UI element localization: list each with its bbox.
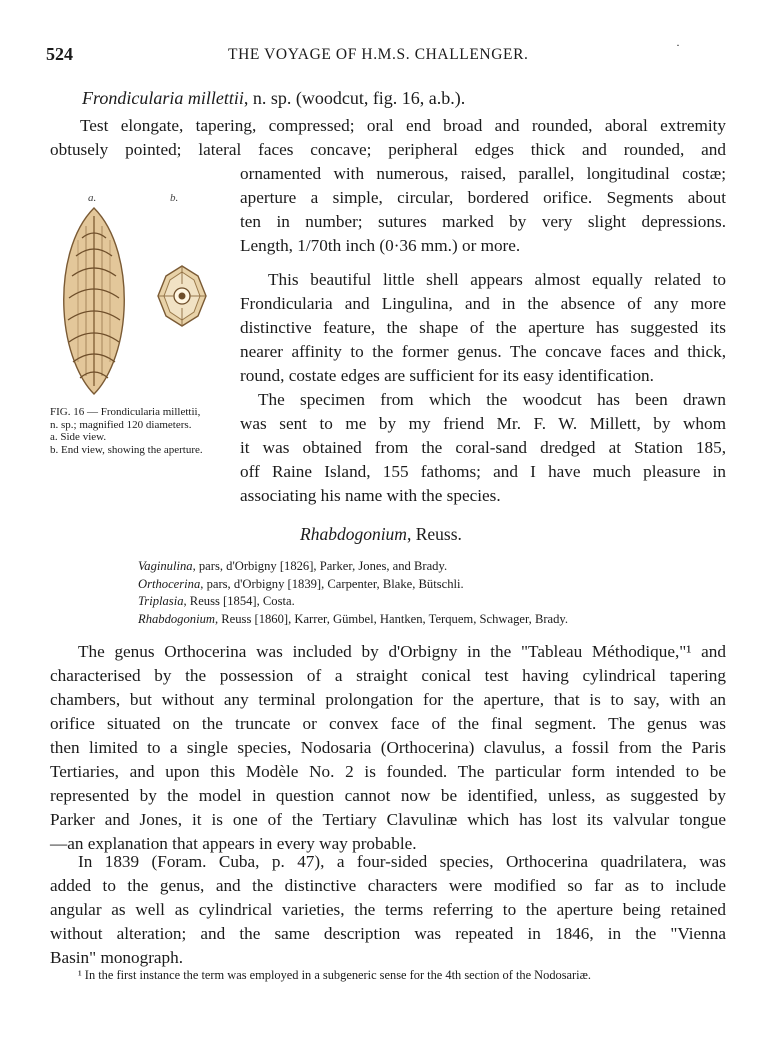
discussion-line: it was obtained from the coral-sand dredged at Station 185, [240,438,726,457]
paragraph-line: Tertiaries, and upon this Modèle No. 2 is founded. The particular form intended to be [50,762,726,781]
species-title-rest: , n. sp. (woodcut, fig. 16, a.b.). [243,88,466,108]
description-line: Test elongate, tapering, compressed; oral end broad and rounded, aboral extremity [80,116,726,135]
paragraph-line: angular as well as cylindrical varieties, the terms referring to the aperture being retained [50,900,726,919]
woodcut-figure [52,180,220,400]
figure-label-b: b. [170,192,179,204]
paragraph-line: orifice situated on the truncate or convex face of the final segment. The genus was [50,714,726,733]
synonym-name: Rhabdogonium [138,611,215,626]
paragraph-line: then limited to a single species, Nodosaria (Orthocerina) clavulus, a fossil from the Paris [50,738,726,757]
paragraph-line: characterised by the possession of a straight conical test having cylindrical tapering [50,666,726,685]
discussion-paragraph [240,268,726,508]
page-number: 524 [46,44,73,64]
species-title [82,88,465,109]
frondicularia-illustration [52,180,220,400]
description-line: obtusely pointed; lateral faces concave; peripheral edges thick and rounded, and [50,140,726,159]
description-line: aperture a simple, circular, bordered orifice. Segments about [240,188,726,207]
paragraph-line: In 1839 (Foram. Cuba, p. 47), a four-sided species, Orthocerina quadrilatera, was [78,852,726,871]
body-paragraph-1 [50,640,726,856]
discussion-line: nearer affinity to the former genus. The concave faces and thick, [240,342,726,361]
species-description-line2 [50,138,726,162]
species-description-rest [240,162,726,258]
discussion-line: Frondicularia and Lingulina, and in the absence of any more [240,294,726,313]
discussion-line: round, costate edges are sufficient for its easy identification. [240,366,654,385]
caption-item-b: b. End view, showing the aperture. [50,443,203,456]
figure-label-a: a. [88,192,97,204]
discussion-line: This beautiful little shell appears almost equally related to [268,270,726,289]
synonym-name: Orthocerina [138,576,201,591]
caption-item-a: a. Side view. [50,431,107,443]
paragraph-line: The genus Orthocerina was included by d'Orbigny in the "Tableau Méthodique,"¹ and [78,642,726,661]
genus-name: Rhabdogonium [300,524,407,544]
paragraph-line: without alteration; and the same description was repeated in 1846, in the "Vienna [50,924,726,943]
side-view-shell [64,208,125,394]
species-description-top [80,114,726,138]
end-view-aperture [158,266,206,326]
page-mark: · [676,38,680,52]
description-line: ten in number; sutures marked by very slight depressions. [240,212,726,231]
running-title: THE VOYAGE OF H.M.S. CHALLENGER. [228,46,529,63]
genus-heading [300,524,462,545]
paragraph-line: chambers, but without any terminal prolongation for the aperture, that is to say, with an [50,690,726,709]
paragraph-line: Basin" monograph. [50,948,184,967]
synonym-citation: , Reuss [1854], Costa. [183,594,295,608]
description-line: Length, 1/70th inch (0·36 mm.) or more. [240,236,521,255]
footnote: ¹ In the first instance the term was employed in a subgeneric sense for the 4th section of the Nodosariæ. [78,968,591,982]
caption-title: FIG. 16 — Frondicularia millettii, n. sp.; magnified 120 diameters. [50,406,201,431]
discussion-line: off Raine Island, 155 fathoms; and I have much pleasure in [240,462,726,481]
paragraph-line: added to the genus, and the distinctive characters were modified so far as to include [50,876,726,895]
body-paragraph-2 [50,850,726,970]
paragraph-line: Parker and Jones, it is one of the Tertiary Clavulinæ which has lost its valvular tongue [50,810,726,829]
synonym-citation: , Reuss [1860], Karrer, Gümbel, Hantken, Terquem, Schwager, Brady. [214,611,569,626]
discussion-line: The specimen from which the woodcut has been drawn [258,390,726,409]
discussion-line: distinctive feature, the shape of the aperture has suggested its [240,318,726,337]
paragraph-line: —an explanation that appears in every way probable. [50,834,417,853]
synonym-citation: , pars, d'Orbigny [1839], Carpenter, Blake, Bütschli. [200,576,464,591]
description-line: ornamented with numerous, raised, parallel, longitudinal costæ; [240,164,726,183]
figure-caption [50,406,210,456]
species-name: Frondicularia millettii [82,88,244,108]
synonym-name: Vaginulina [138,559,193,573]
synonymy-entry [138,593,568,611]
synonymy-entry [138,611,568,629]
synonym-citation: , pars, d'Orbigny [1826], Parker, Jones, and Brady. [192,559,448,573]
genus-authority: , Reuss. [406,524,462,544]
discussion-line: was sent to me by my friend Mr. F. W. Millett, by whom [240,414,726,433]
synonymy-entry [138,576,568,594]
discussion-line: associating his name with the species. [240,486,501,505]
synonymy-list [138,558,568,628]
synonymy-entry [138,558,568,576]
paragraph-line: represented by the model in question cannot now be identified, unless, as suggested by [50,786,726,805]
synonym-name: Triplasia [138,594,184,608]
